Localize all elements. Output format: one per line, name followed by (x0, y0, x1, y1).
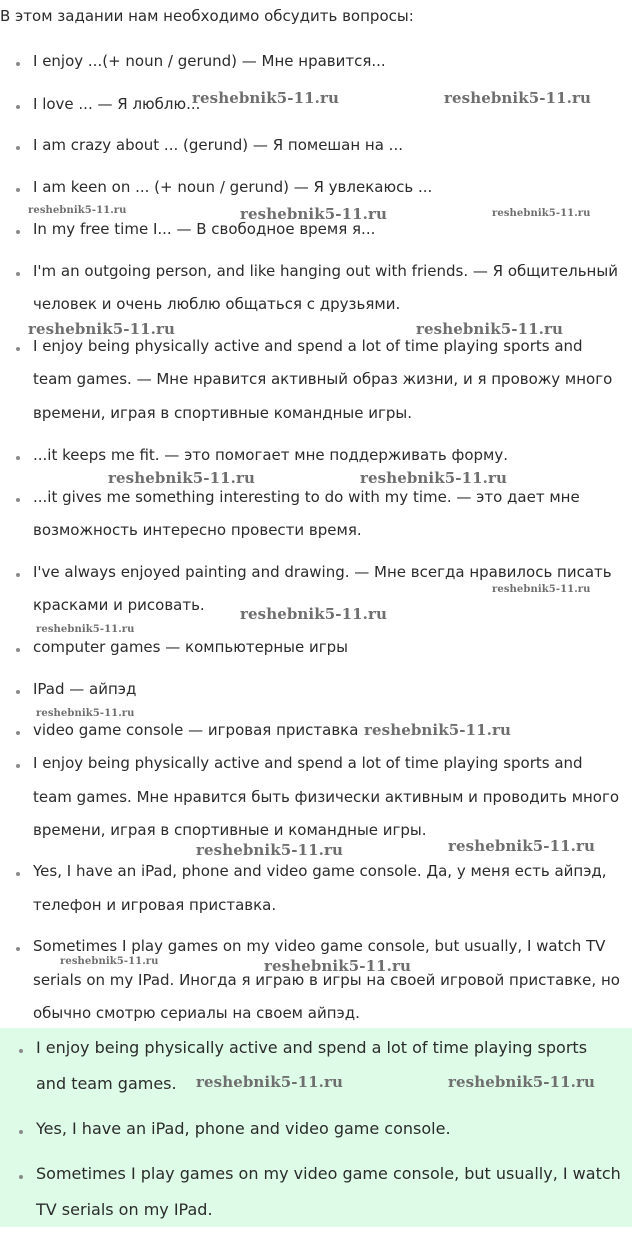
watermark: reshebnik5-11.ru (196, 841, 343, 859)
bullet-icon (16, 690, 20, 694)
watermark: reshebnik5-11.ru (240, 605, 387, 623)
list-item-line: IPad — айпэд (33, 680, 137, 698)
list-item-line: I am crazy about ... (gerund) — Я помешан на ... (33, 136, 403, 154)
list-item-line: team games. — Мне нравится активный образ жизни, и я провожу много (33, 370, 613, 388)
list-item-line: serials on my IPad. Иногда я играю в игры на своей игровой приставке, но (33, 971, 620, 989)
list-item-line: времени, играя в спортивные командные игры. (33, 404, 413, 422)
bullet-icon (16, 731, 20, 735)
list-item-line: времени, играя в спортивные и командные игры. (33, 821, 427, 839)
watermark: reshebnik5-11.ru (28, 320, 175, 338)
watermark: reshebnik5-11.ru (108, 469, 255, 487)
watermark: reshebnik5-11.ru (492, 208, 591, 219)
list-item-line: computer games — компьютерные игры (33, 638, 348, 656)
list-item-line: I enjoy being physically active and spend a lot of time playing sports and (33, 754, 583, 772)
list-item-line: обычно смотрю сериалы на своем айпэд. (33, 1004, 360, 1022)
bullet-icon (16, 648, 20, 652)
watermark: reshebnik5-11.ru (448, 1073, 595, 1091)
list-item-line: ...it gives me something interesting to do with my time. — это дает мне (33, 488, 580, 506)
watermark: reshebnik5-11.ru (192, 89, 339, 107)
bullet-icon (16, 498, 20, 502)
list-item-line: ...it keeps me fit. — это помогает мне поддерживать форму. (33, 446, 508, 464)
list-item-line: I enjoy ...(+ noun / gerund) — Мне нравится... (33, 52, 386, 70)
watermark: reshebnik5-11.ru (364, 721, 511, 739)
list-item-line: video game console — игровая приставка (33, 721, 359, 739)
list-item-line: возможность интересно провести время. (33, 521, 362, 539)
watermark: reshebnik5-11.ru (360, 469, 507, 487)
list-item-line: I am keen on ... (+ noun / gerund) — Я увлекаюсь ... (33, 178, 433, 196)
list-item-line: I enjoy being physically active and spend a lot of time playing sports and (33, 337, 583, 355)
watermark: reshebnik5-11.ru (28, 205, 127, 216)
list-item-line: I love ... — Я люблю... (33, 95, 201, 113)
list-item-line: I enjoy being physically active and spend a lot of time playing sports (36, 1038, 588, 1057)
list-item-line: Yes, I have an iPad, phone and video game console. Да, у меня есть айпэд, (33, 862, 607, 880)
list-item-line: team games. Мне нравится быть физически активным и проводить много (33, 788, 620, 806)
bullet-icon (16, 573, 20, 577)
bullet-icon (16, 62, 20, 66)
watermark: reshebnik5-11.ru (60, 956, 159, 967)
list-item-line: красками и рисовать. (33, 596, 205, 614)
list-item-line: I'm an outgoing person, and like hanging out with friends. — Я общительный (33, 262, 618, 280)
list-item-line: телефон и игровая приставка. (33, 896, 277, 914)
bullet-icon (16, 146, 20, 150)
list-item-line: человек и очень люблю общаться с друзьями. (33, 295, 401, 313)
list-item-line: Yes, I have an iPad, phone and video game console. (36, 1119, 451, 1138)
list-item-line: TV serials on my IPad. (36, 1200, 213, 1219)
list-item-line: In my free time I... — В свободное время я... (33, 220, 376, 238)
list-item-line: Sometimes I play games on my video game console, but usually, I watch (36, 1164, 621, 1183)
list-item-line: I've always enjoyed painting and drawing. — Мне всегда нравилось писать (33, 563, 612, 581)
bullet-icon (16, 456, 20, 460)
watermark: reshebnik5-11.ru (448, 837, 595, 855)
bullet-icon (19, 1130, 23, 1134)
watermark: reshebnik5-11.ru (492, 584, 591, 595)
bullet-icon (16, 188, 20, 192)
bullet-icon (16, 272, 20, 276)
answer-box (0, 1028, 632, 1227)
watermark: reshebnik5-11.ru (240, 205, 387, 223)
watermark: reshebnik5-11.ru (36, 708, 135, 719)
watermark: reshebnik5-11.ru (196, 1073, 343, 1091)
list-item-line: Sometimes I play games on my video game console, but usually, I watch TV (33, 937, 606, 955)
watermark: reshebnik5-11.ru (36, 624, 135, 635)
bullet-icon (16, 105, 20, 109)
bullet-icon (16, 947, 20, 951)
bullet-icon (16, 764, 20, 768)
watermark: reshebnik5-11.ru (416, 320, 563, 338)
bullet-icon (19, 1049, 23, 1053)
bullet-icon (19, 1175, 23, 1179)
watermark: reshebnik5-11.ru (264, 957, 411, 975)
watermark: reshebnik5-11.ru (444, 89, 591, 107)
bullet-icon (16, 230, 20, 234)
bullet-icon (16, 347, 20, 351)
list-item-line: and team games. (36, 1074, 177, 1093)
intro-text: В этом задании нам необходимо обсудить вопросы: (0, 7, 414, 25)
bullet-icon (16, 872, 20, 876)
